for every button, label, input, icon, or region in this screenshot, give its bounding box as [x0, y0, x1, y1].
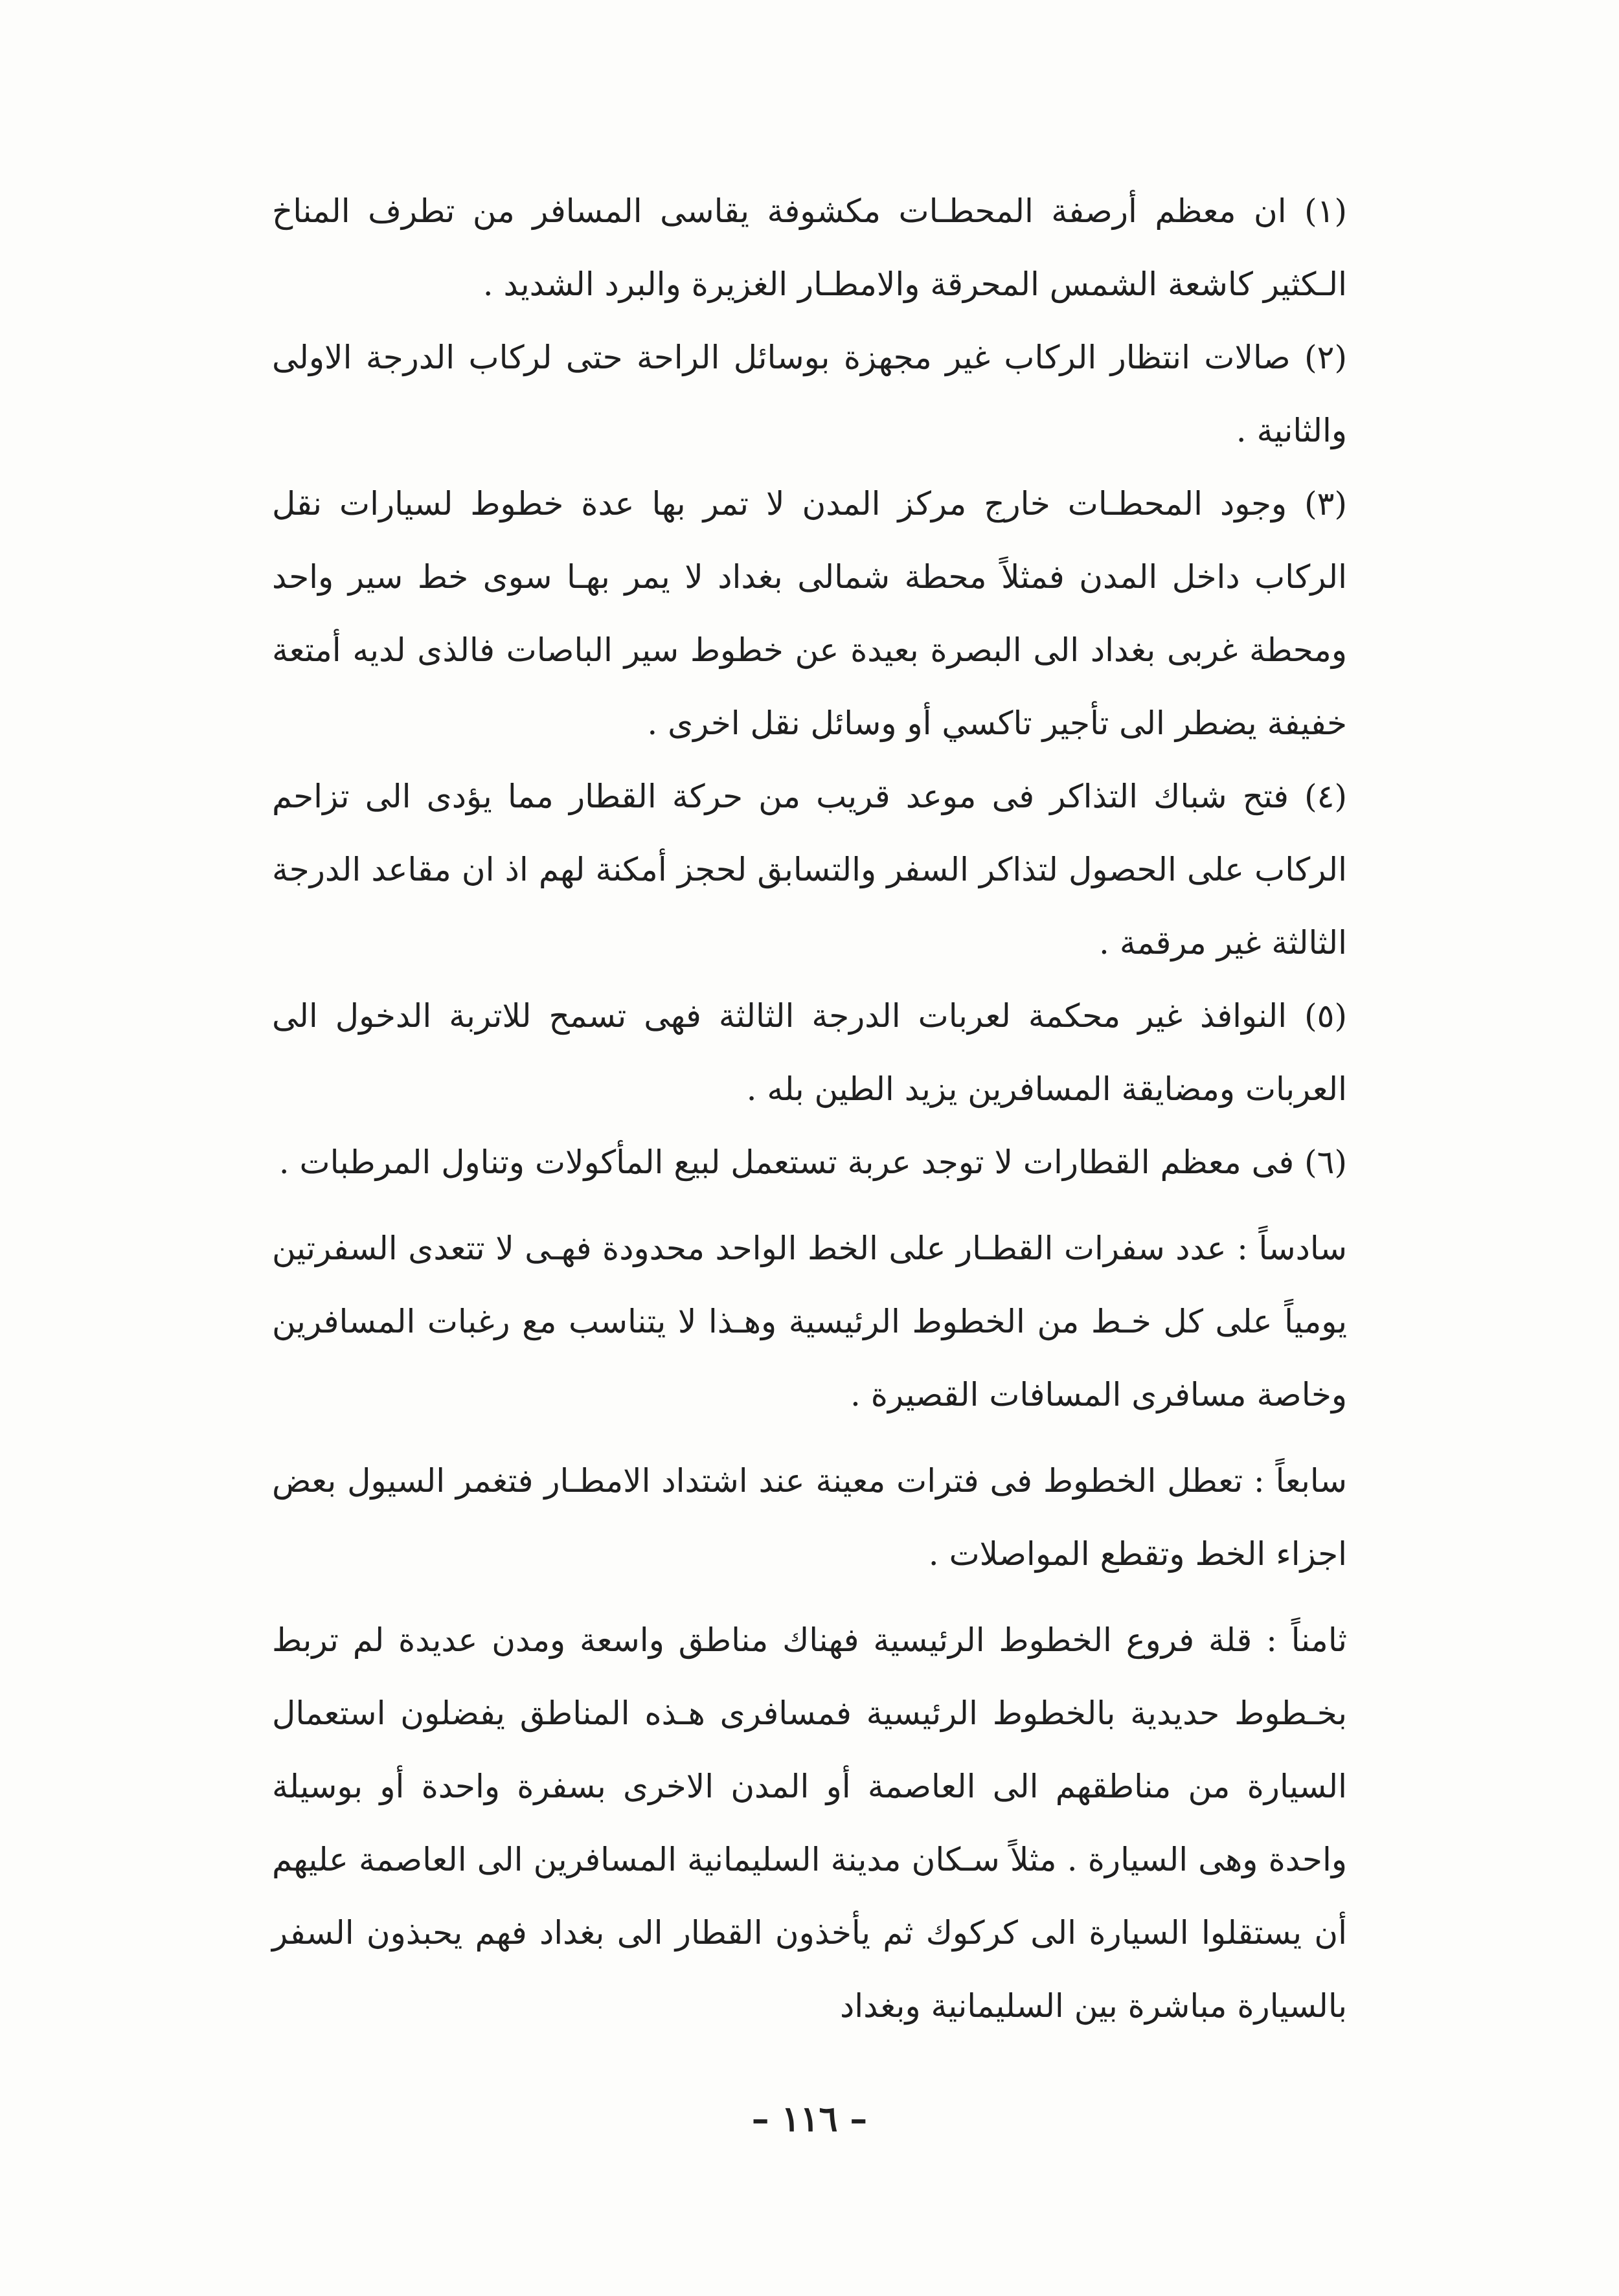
page-number: – ١١٦ – [751, 2098, 868, 2139]
paragraph-1: (١) ان معظم أرصفة المحطـات مكشوفة يقاسى المسافر من تطرف المناخ الـكثير كاشعة الشمس المحرقة والامطـار الغزيرة والبرد الشديد . [272, 192, 1347, 303]
paragraph-sixth: سادساً : عدد سفرات القطـار على الخط الواحد محدودة فهـى لا تتعدى السفرتين يومياً على كل خـط من الخطوط الرئيسية وهـذا لا يتناسب مع رغبات المسافرين وخاصة مسافرى المسافات القصيرة . [272, 1230, 1347, 1413]
paragraph-eighth: ثامناً : قلة فروع الخطوط الرئيسية فهناك مناطق واسعة ومدن عديدة لم تربط بخـطوط حديدية بالخطوط الرئيسية فمسافرى هـذه المناطق يفضلون استعمال السيارة من مناطقهم الى العاصمة أو المدن الاخرى بسفرة واحدة أو بوسيلة واحدة وهى السيارة . مثلاً سـكان مدينة السليمانية المسافرين الى العاصمة عليهم أن يستقلوا السيارة الى كركوك ثم يأخذون القطار الى بغداد فهم يحبذون السفر بالسيارة مباشرة بين السليمانية وبغداد [272, 1621, 1347, 2025]
paragraph-3: (٣) وجود المحطـات خارج مركز المدن لا تمر بها عدة خطوط لسيارات نقل الركاب داخل المدن فمثلاً محطة شمالى بغداد لا يمر بهـا سوى خط سير واحد ومحطة غربى بغداد الى البصرة بعيدة عن خطوط سير الباصات فالذى لديه أمتعة خفيفة يضطر الى تأجير تاكسي أو وسائل نقل اخرى . [272, 485, 1347, 742]
paragraph-4: (٤) فتح شباك التذاكر فى موعد قريب من حركة القطار مما يؤدى الى تزاحم الركاب على الحصول لتذاكر السفر والتسابق لحجز أمكنة لهم اذ ان مقاعد الدرجة الثالثة غير مرقمة . [272, 778, 1347, 962]
paragraph-6: (٦) فى معظم القطارات لا توجد عربة تستعمل لبيع المأكولات وتناول المرطبات . [278, 1143, 1347, 1181]
paragraph-seventh: سابعاً : تعطل الخطوط فى فترات معينة عند اشتداد الامطـار فتغمر السيول بعض اجزاء الخط وتقطع المواصلات . [272, 1462, 1347, 1573]
body-text [272, 175, 1347, 2043]
paragraph-2: (٢) صالات انتظار الركاب غير مجهزة بوسائل الراحة حتى لركاب الدرجة الاولى والثانية . [272, 339, 1347, 449]
paragraph-5: (٥) النوافذ غير محكمة لعربات الدرجة الثالثة فهى تسمح للاتربة الدخول الى العربات ومضايقة المسافرين يزيد الطين بله . [272, 997, 1347, 1108]
